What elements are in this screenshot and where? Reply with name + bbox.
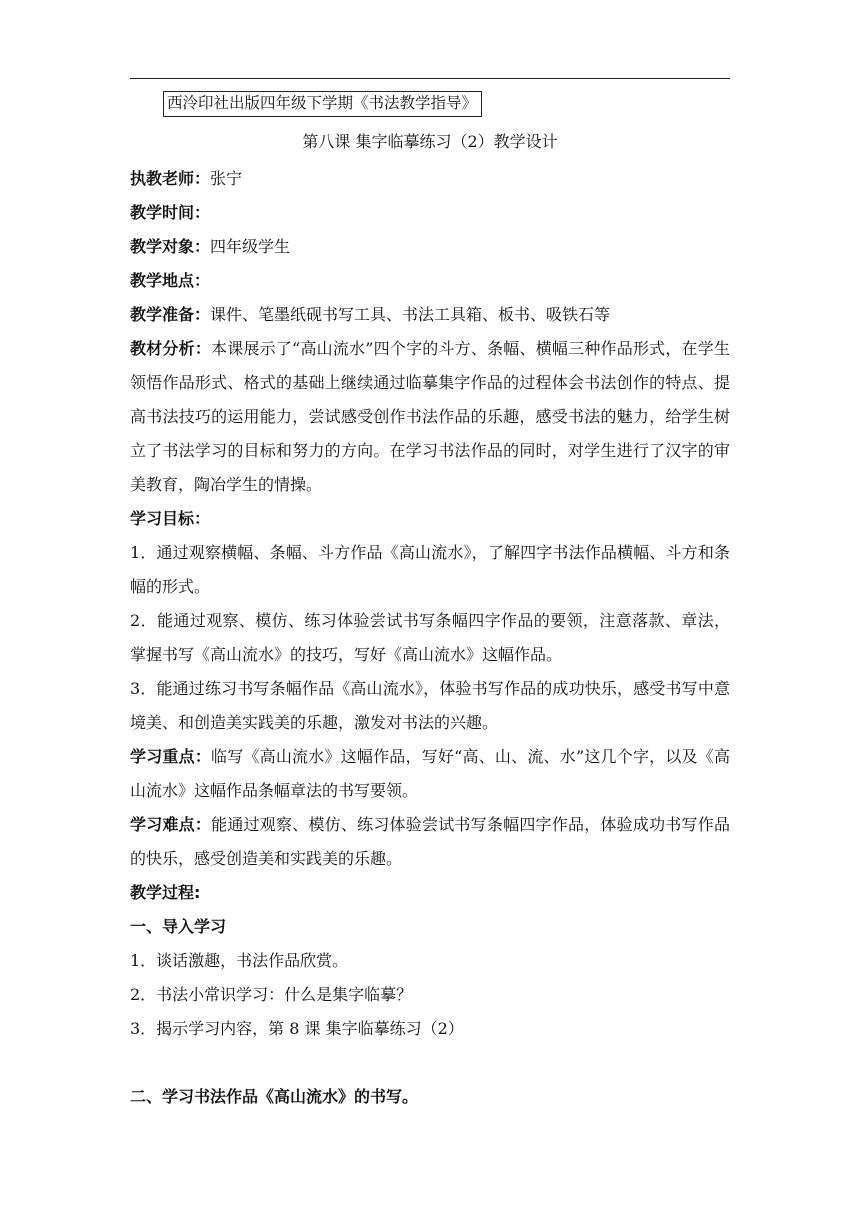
analysis-paragraph xyxy=(130,332,730,502)
section-2-title: 二、学习书法作品《高山流水》的书写。 xyxy=(130,1087,419,1106)
document-body xyxy=(130,162,730,1114)
focus-label: 学习重点： xyxy=(130,747,212,766)
teacher-field xyxy=(130,162,730,196)
analysis-label: 教材分析： xyxy=(130,339,212,358)
prep-label: 教学准备： xyxy=(130,305,211,324)
document-title: 第八课 集字临摹练习（2）教学设计 xyxy=(302,132,558,151)
target-value: 四年级学生 xyxy=(210,237,291,256)
section-1-item: 3．揭示学习内容，第 8 课 集字临摹练习（2） xyxy=(130,1019,464,1038)
section-1-item: 2．书法小常识学习：什么是集字临摹？ xyxy=(130,985,413,1004)
place-label: 教学地点： xyxy=(130,271,211,290)
objective-item: 2．能通过观察、模仿、练习体验尝试书写条幅四字作品的要领，注意落款、章法，掌握书写《高山流水》的技巧，写好《高山流水》这幅作品。 xyxy=(130,611,730,664)
blank-line xyxy=(130,1046,730,1080)
analysis-text: 本课展示了“高山流水”四个字的斗方、条幅、横幅三种作品形式，在学生领悟作品形式、格式的基础上继续通过临摹集字作品的过程体会书法创作的特点、提高书法技巧的运用能力，尝试感受创作书法作品的乐趣，感受书法的魅力，给学生树立了书法学习的目标和努力的方向。在学习书法作品的同时，对学生进行了汉字的审美教育，陶冶学生的情操。 xyxy=(130,339,730,494)
header-rule xyxy=(130,78,730,79)
objectives-label: 学习目标： xyxy=(130,509,211,528)
place-field xyxy=(130,264,730,298)
teacher-label: 执教老师： xyxy=(130,169,211,188)
target-label: 教学对象： xyxy=(130,237,211,256)
header-box: 西泠印社出版四年级下学期《书法教学指导》 xyxy=(163,91,482,117)
process-heading xyxy=(130,876,730,910)
time-field xyxy=(130,196,730,230)
difficulty-paragraph xyxy=(130,808,730,876)
process-label: 教学过程: xyxy=(130,883,201,902)
difficulty-label: 学习难点： xyxy=(130,815,212,834)
difficulty-text: 能通过观察、模仿、练习体验尝试书写条幅四字作品，体验成功书写作品的快乐，感受创造美和实践美的乐趣。 xyxy=(130,815,730,868)
teacher-value: 张宁 xyxy=(210,169,243,188)
objective-item: 3．能通过练习书写条幅作品《高山流水》，体验书写作品的成功快乐，感受书写中意境美、和创造美实践美的乐趣，激发对书法的兴趣。 xyxy=(130,679,730,732)
focus-paragraph xyxy=(130,740,730,808)
objectives-heading xyxy=(130,502,730,536)
prep-value: 课件、笔墨纸砚书写工具、书法工具箱、板书、吸铁石等 xyxy=(210,305,611,324)
section-1-title: 一、导入学习 xyxy=(130,917,227,936)
objective-item: 1．通过观察横幅、条幅、斗方作品《高山流水》，了解四字书法作品横幅、斗方和条幅的形式。 xyxy=(130,543,730,596)
section-1-item: 1．谈话激趣，书法作品欣赏。 xyxy=(130,951,349,970)
time-label: 教学时间： xyxy=(130,203,211,222)
prep-field xyxy=(130,298,730,332)
target-field xyxy=(130,230,730,264)
focus-text: 临写《高山流水》这幅作品，写好“高、山、流、水”这几个字，以及《高山流水》这幅作品条幅章法的书写要领。 xyxy=(130,747,730,800)
